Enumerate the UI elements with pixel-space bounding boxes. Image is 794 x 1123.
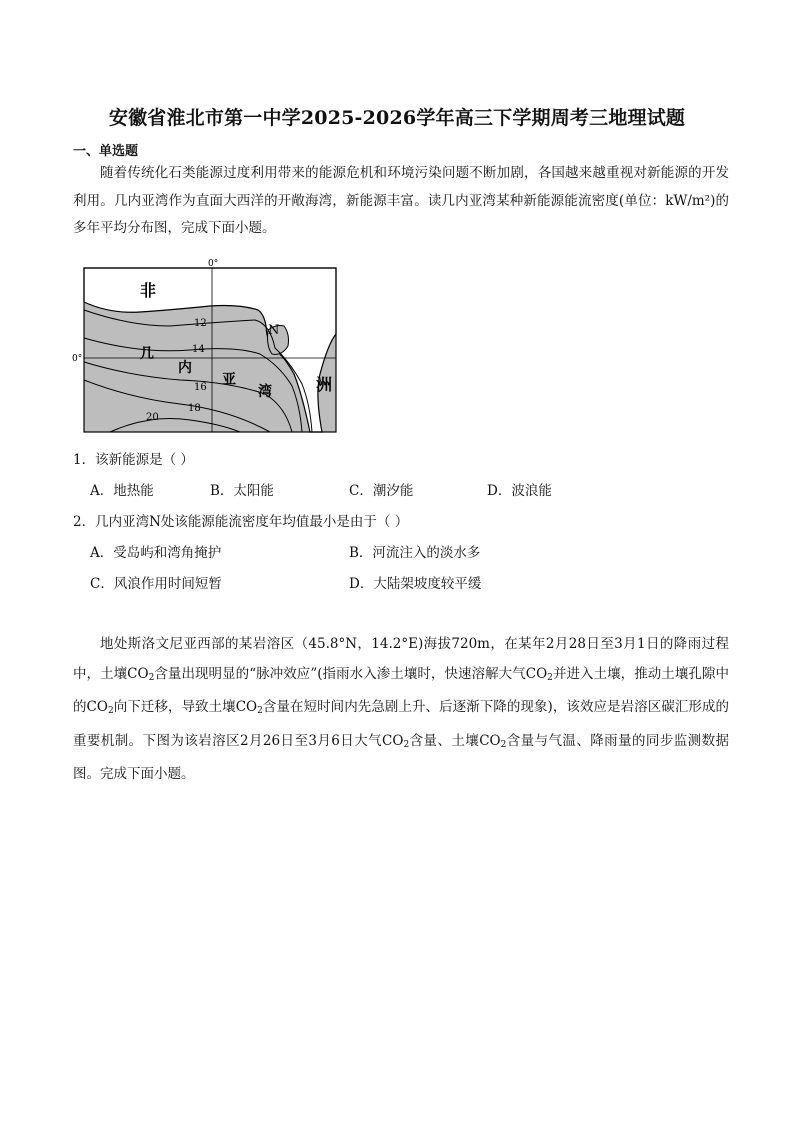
question-2-option-a[interactable]: A．受岛屿和湾角掩护 (90, 545, 222, 561)
passage-2-part-f: 含量、土壤CO (409, 732, 501, 749)
point-n-label: N (268, 323, 280, 338)
question-1-option-a[interactable]: A．地热能 (90, 483, 154, 499)
isoline-label-20: 20 (146, 412, 159, 423)
lon-label: 0° (208, 259, 219, 269)
question-1-stem: 1．该新能源是（ ） (73, 452, 194, 468)
isoline-label-12: 12 (194, 318, 207, 329)
co2-subscript: 2 (107, 706, 114, 716)
co2-subscript: 2 (257, 706, 263, 716)
label-fei: 非 (140, 281, 157, 300)
co2-subscript: 2 (148, 672, 155, 683)
question-2-stem: 2．几内亚湾N处该能源能流密度年均值最小是由于（ ） (73, 514, 409, 530)
passage-2-part-d: 向下迁移，导致土壤CO (113, 699, 258, 715)
page-title: 安徽省淮北市第一中学2025-2026学年高三下学期周考三地理试题 (108, 107, 686, 129)
passage-2-part-g: 含量与气温、降雨量的同步监测数据图。完成下面小题。 (73, 732, 730, 782)
passage-2-part-a: 地处斯洛文尼亚西部的某岩溶区（45.8°N，14.2°E)海拔720m，在某年2月28日至3月1日的降雨过程中，土壤CO (73, 636, 729, 682)
label-wan: 湾 (258, 384, 272, 400)
lat-label: 0° (72, 354, 83, 364)
question-2-option-c[interactable]: C．风浪作用时间短暂 (90, 576, 222, 592)
question-2-option-d[interactable]: D．大陆架坡度较平缓 (349, 576, 482, 592)
guinea-gulf-map (70, 254, 340, 434)
question-2-option-b[interactable]: B．河流注入的淡水多 (349, 545, 481, 561)
passage-2 (73, 630, 729, 790)
isoline-label-18: 18 (188, 403, 201, 414)
co2-subscript: 2 (403, 739, 410, 750)
passage-2-part-e: 含量在短时间内先急剧上升、后逐渐下降的现象)，该效应是岩溶区碳汇形成的重要机制。下图为该岩溶区2月26日至3月6日大气CO (73, 699, 729, 749)
isoline-label-16: 16 (194, 382, 207, 393)
isoline-label-14: 14 (192, 344, 205, 355)
passage-1: 随着传统化石类能源过度利用带来的能源危机和环境污染问题不断加剧，各国越来越重视对新能源的开发利用。几内亚湾作为直面大西洋的开敞海湾，新能源丰富。读几内亚湾某种新能源能流密度(单位：kW/m²)的多年平均分布图，完成下面小题。 (73, 165, 729, 236)
question-1-option-b[interactable]: B．太阳能 (210, 483, 274, 499)
section-heading-single-choice: 一、单选题 (73, 144, 139, 159)
passage-2-part-b: 含量出现明显的“脉冲效应”(指雨水入渗土壤时，快速溶解大气CO (154, 665, 548, 682)
label-ya: 亚 (222, 372, 236, 388)
question-1-option-d[interactable]: D．波浪能 (487, 483, 552, 499)
label-ji: 几 (140, 346, 154, 362)
label-nei: 内 (178, 360, 192, 376)
passage-2-part-c: 并进入土壤，推动土壤孔隙中的CO (73, 665, 729, 715)
co2-subscript: 2 (500, 739, 507, 750)
question-1-option-c[interactable]: C．潮汐能 (349, 483, 414, 499)
label-zhou: 洲 (316, 375, 333, 394)
co2-subscript: 2 (547, 672, 553, 683)
